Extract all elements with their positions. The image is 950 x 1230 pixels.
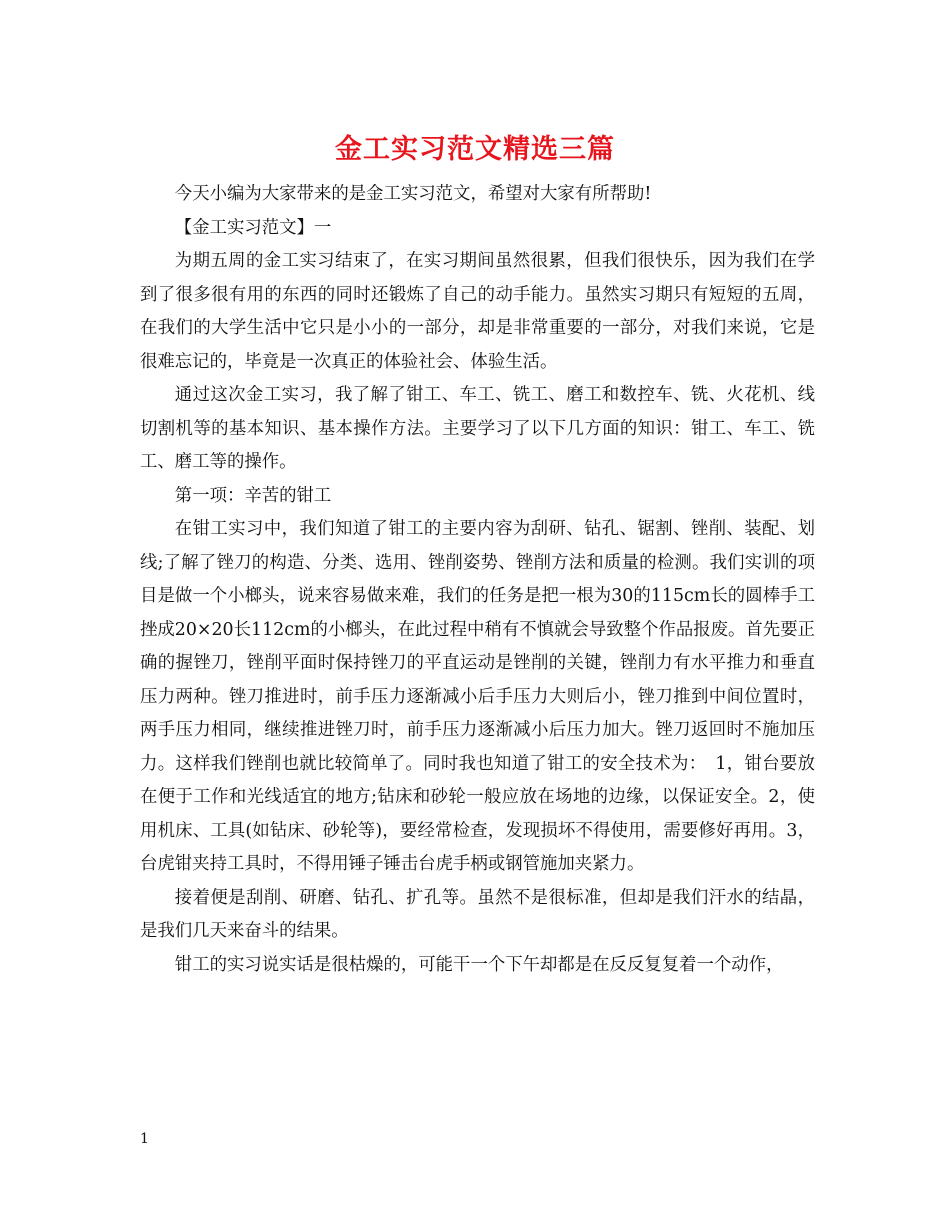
paragraph: 接着便是刮削、研磨、钻孔、扩孔等。虽然不是很标准，但却是我们汗水的结晶，是我们几天来奋斗的结果。 bbox=[140, 887, 815, 941]
paragraph: 在钳工实习中，我们知道了钳工的主要内容为刮研、钻孔、锯割、锉削、装配、划线;了解了锉刀的构造、分类、选用、锉削姿势、锉削方法和质量的检测。我们实训的项目是做一个小榔头，说来容易做来难，我们的任务是把一根为30的115cm长的圆棒手工挫成20×20长112cm的小榔头，在此过程中稍有不慎就会导致整个作品报废。首先要正确的握锉刀，锉削平面时保持锉刀的平直运动是锉削的关键，锉削力有水平推力和垂直压力两种。锉刀推进时，前手压力逐渐减小后手压力大则后小，锉刀推到中间位置时，两手压力相同，继续推进锉刀时，前手压力逐渐减小后压力加大。锉刀返回时不施加压力。这样我们锉削也就比较简单了。同时我也知道了钳工的安全技术为： 1，钳台要放在便于工作和光线适宜的地方;钻床和砂轮一般应放在场地的边缘，以保证安全。2，使用机床、工具(如钻床、砂轮等)，要经常检查，发现损坏不得使用，需要修好再用。3，台虎钳夹持工具时，不得用锤子锤击台虎手柄或钢管施加夹紧力。 bbox=[140, 519, 815, 874]
paragraph: 钳工的实习说实话是很枯燥的，可能干一个下午却都是在反反复复着一个动作， bbox=[174, 954, 784, 975]
paragraph: 为期五周的金工实习结束了，在实习期间虽然很累，但我们很快乐，因为我们在学到了很多很有用的东西的同时还锻炼了自己的动手能力。虽然实习期只有短短的五周，在我们的大学生活中它只是小小的一部分，却是非常重要的一部分，对我们来说，它是很难忘记的，毕竟是一次真正的体验社会、体验生活。 bbox=[140, 251, 815, 372]
document-body bbox=[140, 178, 815, 982]
document-title: 金工实习范文精选三篇 bbox=[335, 134, 615, 165]
page-number: 1 bbox=[140, 1131, 149, 1147]
paragraph-intro: 今天小编为大家带来的是金工实习范文，希望对大家有所帮助! bbox=[174, 184, 652, 204]
section-heading: 【金工实习范文】一 bbox=[174, 217, 332, 238]
subsection-heading: 第一项：辛苦的钳工 bbox=[174, 485, 332, 506]
paragraph: 通过这次金工实习，我了解了钳工、车工、铣工、磨工和数控车、铣、火花机、线切割机等的基本知识、基本操作方法。主要学习了以下几方面的知识：钳工、车工、铣工、磨工等的操作。 bbox=[140, 385, 815, 472]
